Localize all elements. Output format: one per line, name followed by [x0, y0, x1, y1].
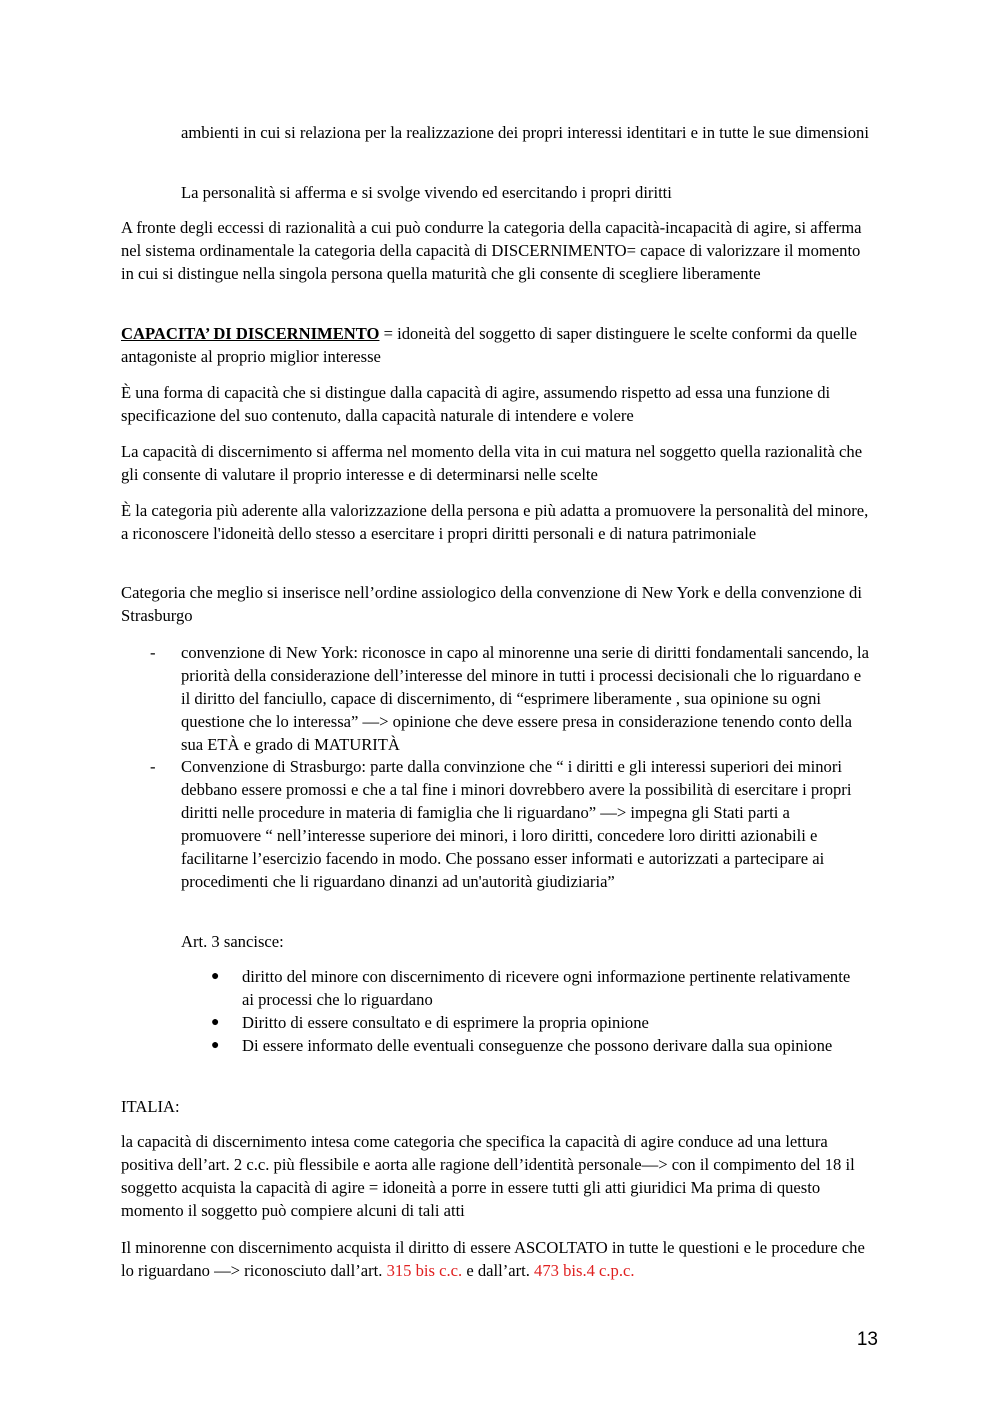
definition-term: CAPACITA’ DI DISCERNIMENTO: [121, 324, 380, 343]
italia-heading: ITALIA:: [121, 1097, 180, 1116]
art3-item: Diritto di essere consultato e di esprimere la propria opinione: [242, 1013, 649, 1032]
paragraph-discernment-intro: A fronte degli eccessi di razionalità a cui può condurre la categoria della capacità-incapacità di agire, si afferma nel sistema ordinamentale la categoria della capacità di DISCERNIMENTO= capace di valorizzare il momento in cui si distingue nella singola persona quella maturità che gli consente di scegliere liberamente: [121, 218, 862, 283]
bullet-marker: ●: [211, 1015, 220, 1030]
hearing-text: Il minorenne con discernimento acquista il diritto di essere ASCOLTATO in tutte le questioni e le procedure che lo riguardano —> riconosciuto dall’art.: [121, 1238, 865, 1280]
page-number: 13: [856, 1329, 878, 1350]
dash-marker: -: [150, 757, 156, 776]
definition-text: = idoneità del soggetto di saper distinguere le scelte conformi da quelle antagoniste al proprio miglior interesse: [121, 324, 857, 366]
paragraph-rationality: La capacità di discernimento si afferma nel momento della vita in cui matura nel soggetto quella razionalità che gli consente di valutare il proprio interesse e di determinarsi nelle scelte: [121, 442, 863, 484]
reference-315-bis: 315 bis c.c.: [386, 1261, 463, 1280]
hearing-text-mid: e dall’art.: [462, 1261, 535, 1280]
list-item-strasburgo: Convenzione di Strasburgo: parte dalla convinzione che “ i diritti e gli interessi superiori dei minori debbano essere promossi e che a tal fine i minori dovrebbero avere la possibilità di esercitare i propri diritti nelle procedure in materia di famiglia che li riguardano” —> impegna gli Stati parti a promuovere “ nell’interesse superiore dei minori, i loro diritti, concedere loro diritti azionabili e facilitarne l’esercizio facendo in modo. Che possano esser informati e autorizzati a partecipare ai procedimenti che li riguardano dinanzi ad un'autorità giudiziaria”: [181, 757, 852, 891]
paragraph-specification: È una forma di capacità che si distingue dalla capacità di agire, assumendo rispetto ad essa una funzione di specificazione del suo contenuto, dalla capacità naturale di intendere e volere: [121, 383, 831, 425]
paragraph-valorization: È la categoria più aderente alla valorizzazione della persona e più adatta a promuovere la personalità del minore, a riconoscere l'idoneità dello stesso a esercitare i propri diritti personali e di natura patrimoniale: [121, 501, 869, 543]
art3-item: diritto del minore con discernimento di ricevere ogni informazione pertinente relativamente ai processi che lo riguardano: [242, 967, 851, 1009]
italia-paragraph: la capacità di discernimento intesa come categoria che specifica la capacità di agire conduce ad una lettura positiva dell’art. 2 c.c. più flessibile e aorta alle ragione dell’identità personale—> con il compimento del 18 il soggetto acquista la capacità di agire = idoneità a porre in essere tutti gli atti giuridici Ma prima di questo momento il soggetto può compiere alcuni di tali atti: [121, 1132, 855, 1220]
list-item-new-york: convenzione di New York: riconosce in capo al minorenne una serie di diritti fondamentali sancendo, la priorità della considerazione dell’interesse del minore in tutti i processi decisionali che lo riguardano e il diritto del fanciullo, capace di discernimento, di “esprimere liberamente , sua opinione su ogni questione che lo interessa” —> opinione che deve essere presa in considerazione tenendo conto della sua ETÀ e grado di MATURITÀ: [181, 643, 869, 754]
definition-paragraph: [121, 322, 873, 368]
art3-item: Di essere informato delle eventuali conseguenze che possono derivare dalla sua opinione: [242, 1036, 833, 1055]
intro-continuation: ambienti in cui si relaziona per la realizzazione dei propri interessi identitari e in tutte le sue dimensioni: [181, 123, 869, 142]
bullet-marker: ●: [211, 969, 220, 984]
art3-heading: Art. 3 sancisce:: [181, 932, 284, 951]
paragraph-conventions: Categoria che meglio si inserisce nell’ordine assiologico della convenzione di New York e della convenzione di Strasburgo: [121, 583, 862, 625]
reference-473-bis: 473 bis.4 c.p.c.: [534, 1261, 635, 1280]
bullet-marker: ●: [211, 1038, 220, 1053]
italia-hearing-paragraph: [121, 1236, 873, 1282]
personality-statement: La personalità si afferma e si svolge vivendo ed esercitando i propri diritti: [181, 183, 672, 202]
dash-marker: -: [150, 643, 156, 662]
